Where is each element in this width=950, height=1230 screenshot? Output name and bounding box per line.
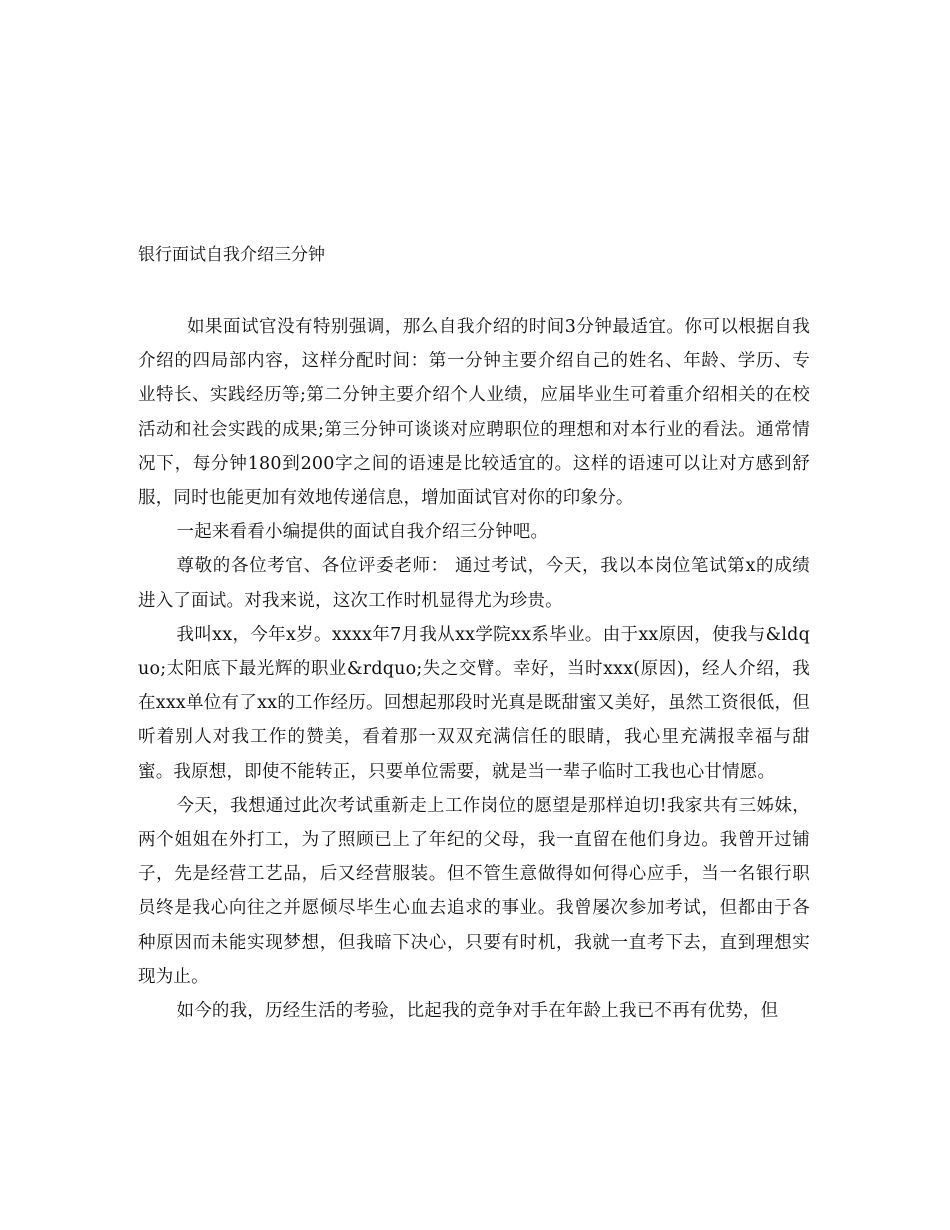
document-body — [138, 310, 810, 1028]
paragraph-present: 如今的我，历经生活的考验，比起我的竞争对手在年龄上我已不再有优势，但 — [176, 1001, 779, 1022]
paragraph-greeting: 尊敬的各位考官、各位评委老师： 通过考试，今天，我以本岗位笔试第x的成绩进入了面试。对我来说，这次工作时机显得尤为珍贵。 — [138, 556, 810, 611]
paragraph-lead-in: 一起来看看小编提供的面试自我介绍三分钟吧。 — [176, 522, 549, 543]
paragraph-background: 我叫xx，今年x岁。xxxx年7月我从xx学院xx系毕业。由于xx原因，使我与&ldquo;太阳底下最光辉的职业&rdquo;失之交臂。幸好，当时xxx(原因)，经人介绍，我在xxx单位有了xx的工作经历。回想起那段时光真是既甜蜜又美好，虽然工资很低，但听着别人对我工作的赞美，看着那一双双充满信任的眼睛，我心里充满报幸福与甜蜜。我原想，即使不能转正，只要单位需要，就是当一辈子临时工我也心甘情愿。 — [138, 624, 810, 782]
document-title: 银行面试自我介绍三分钟 — [138, 245, 325, 265]
paragraph-intro: 如果面试官没有特别强调，那么自我介绍的时间3分钟最适宜。你可以根据自我介绍的四局部内容，这样分配时间：第一分钟主要介绍自己的姓名、年龄、学历、专业特长、实践经历等;第二分钟主要介绍个人业绩，应届毕业生可着重介绍相关的在校活动和社会实践的成果;第三分钟可谈谈对应聘职位的理想和对本行业的看法。通常情况下，每分钟180到200字之间的语速是比较适宜的。这样的语速可以让对方感到舒服，同时也能更加有效地传递信息，增加面试官对你的印象分。 — [138, 317, 810, 509]
paragraph-aspiration: 今天，我想通过此次考试重新走上工作岗位的愿望是那样迫切!我家共有三姊妹，两个姐姐在外打工，为了照顾已上了年纪的父母，我一直留在他们身边。我曾开过铺子，先是经营工艺品，后又经营服装。但不管生意做得如何得心应手，当一名银行职员终是我心向往之并愿倾尽毕生心血去追求的事业。我曾屡次参加考试，但都由于各种原因而未能实现梦想，但我暗下决心，只要有时机，我就一直考下去，直到理想实现为止。 — [138, 795, 810, 987]
